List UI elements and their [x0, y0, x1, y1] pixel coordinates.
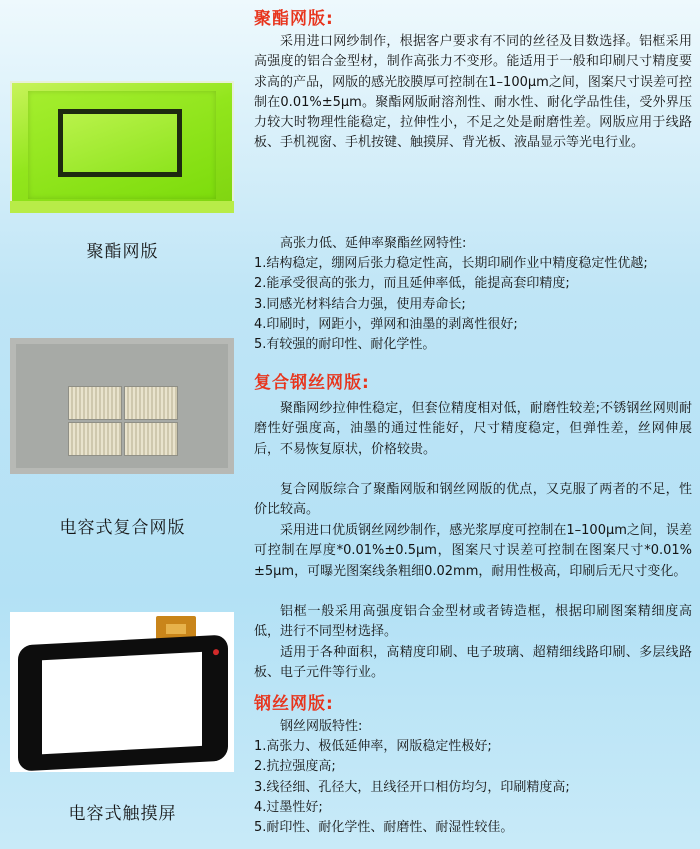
polyester-screen-caption: 聚酯网版: [86, 242, 159, 262]
composite-paragraph-4: 铝框一般采用高强度铝合金型材或者铸造框，根据印刷图案精细度高低，进行不同型材选择。: [254, 604, 692, 640]
composite-paragraph-3: 采用进口优质钢丝网纱制作，感光浆厚度可控制在1–100μm之间，误差可控制在厚度*0.01%±0.5μm，图案尺寸误差可控制在图案尺寸*0.01%±5μm，可曝光图案线条粗细0.02mm，耐用性极高，印刷后无尺寸变化。: [254, 523, 692, 579]
steel-section-title: 钢丝网版:: [254, 694, 334, 714]
composite-screen-photo: [10, 338, 234, 474]
image-column: [0, 0, 245, 849]
polyester-list-title: 高张力低、延伸率聚酯丝网特性:: [280, 236, 467, 251]
touch-screen-caption: 电容式触摸屏: [68, 804, 177, 824]
steel-list-title: 钢丝网版特性:: [280, 719, 363, 734]
list-item: 4.印刷时，网距小，弹网和油墨的剥离性很好;: [254, 316, 518, 332]
touch-screen-photo: [10, 612, 234, 772]
composite-paragraph-5: 适用于各种面积，高精度印刷、电子玻璃、超精细线路印刷、多层线路板、电子元件等行业。: [254, 645, 692, 681]
composite-paragraph-1: 聚酯网纱拉伸性稳定，但套位精度相对低，耐磨性较差;不锈钢丝网则耐磨性好强度高，油墨的通过性能好，尺寸精度稳定，但弹性差，丝网伸展后，不易恢复原状，价格较贵。: [254, 401, 692, 457]
steel-feature-list: [254, 737, 692, 838]
list-item: 1.高张力、极低延伸率，网版稳定性极好;: [254, 739, 492, 754]
list-item: 5.耐印性、耐化学性、耐磨性、耐湿性较佳。: [254, 820, 514, 836]
list-item: 5.有较强的耐印性、耐化学性。: [254, 337, 436, 353]
polyester-section-title: 聚酯网版:: [254, 9, 334, 29]
list-item: 4.过墨性好;: [254, 799, 323, 815]
composite-screen-caption: 电容式复合网版: [59, 518, 186, 538]
list-item: 3.线径细、孔径大，且线径开口相仿均匀，印刷精度高;: [254, 779, 570, 795]
polyester-description: 采用进口网纱制作，根据客户要求有不同的丝径及目数选择。铝框采用高强度的铝合金型材，制作高张力不变形。能适用于一般和印刷尺寸精度要求高的产品，网版的感光胶膜厚可控制在1–100μm之间，图案尺寸误差可控制在0.01%±5μm。聚酯网版耐溶剂性、耐水性、耐化学品性佳，受外界压力较大时物理性能稳定，拉伸性小，不足之处是耐磨性差。网版应用于线路板、手机视窗、手机按键、触摸屏、背光板、液晶显示等光电行业。: [254, 34, 692, 151]
polyester-feature-list: [254, 254, 692, 355]
list-item: 2.抗拉强度高;: [254, 759, 336, 775]
composite-paragraph-2: 复合网版综合了聚酯网版和钢丝网版的优点，又克服了两者的不足，性价比较高。: [254, 482, 692, 518]
polyester-screen-photo: [10, 81, 234, 213]
list-item: 2.能承受很高的张力，而且延伸率低，能提高套印精度;: [254, 276, 570, 292]
composite-section-title: 复合钢丝网版:: [254, 373, 370, 393]
list-item: 1.结构稳定，绷网后张力稳定性高，长期印刷作业中精度稳定性优越;: [254, 256, 648, 271]
list-item: 3.同感光材料结合力强，使用寿命长;: [254, 296, 466, 312]
